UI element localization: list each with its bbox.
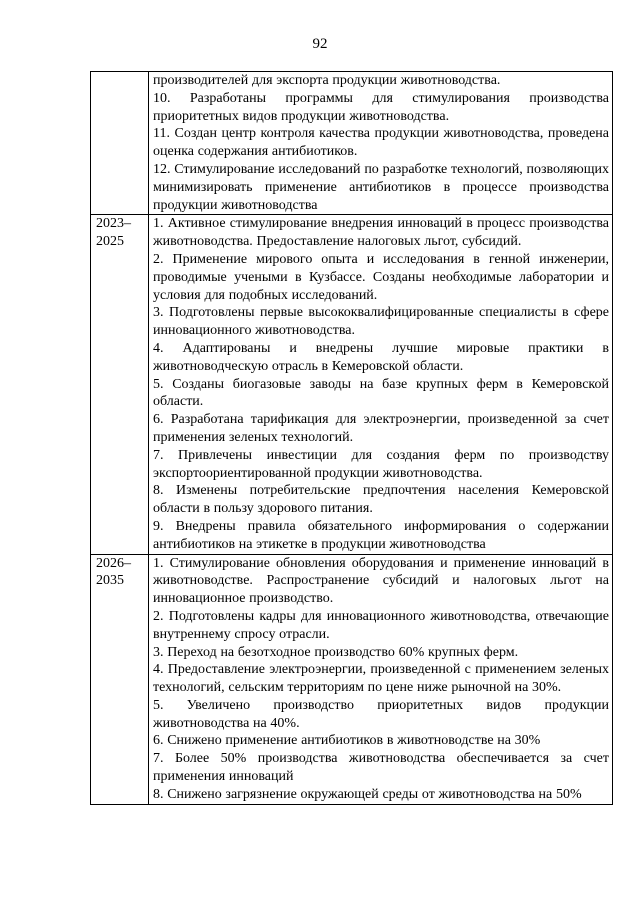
items-cell — [149, 72, 613, 215]
period-cell: 2023–2025 — [91, 215, 149, 554]
list-item: 2. Применение мирового опыта и исследования в генной инженерии, проводимые учеными в Кузбассе. Созданы необходимые лаборатории и условия для подобных исследований. — [153, 251, 609, 303]
list-item: 2. Подготовлены кадры для инновационного животноводства, отвечающие внутреннему спросу отрасли. — [153, 608, 609, 642]
list-item: 11. Создан центр контроля качества продукции животноводства, проведена оценка содержания антибиотиков. — [153, 126, 609, 160]
list-item: 3. Переход на безотходное производство 60% крупных ферм. — [153, 644, 519, 660]
items-cell — [149, 215, 613, 554]
table-row — [91, 554, 613, 804]
list-item: 10. Разработаны программы для стимулирования производства приоритетных видов продукции животноводства. — [153, 90, 609, 124]
list-item: 12. Стимулирование исследований по разработке технологий, позволяющих минимизировать применение антибиотиков в процессе производства продукции животноводства — [153, 161, 609, 213]
list-item: 6. Разработана тарификация для электроэнергии, произведенной за счет применения зеленых технологий. — [153, 412, 609, 445]
table-row — [91, 72, 613, 215]
list-item: 8. Снижено загрязнение окружающей среды от животноводства на 50% — [153, 786, 582, 802]
list-item: 1. Стимулирование обновления оборудования и применение инноваций в животноводстве. Распространение субсидий и налоговых льгот на инновационное производство. — [153, 555, 609, 607]
items-cell — [149, 554, 613, 804]
list-item: 5. Увеличено производство приоритетных видов продукции животноводства на 40%. — [153, 697, 609, 731]
list-item: 4. Адаптированы и внедрены лучшие мировые практики в животноводческую отрасль в Кемеровской области. — [153, 340, 609, 374]
list-item: 5. Созданы биогазовые заводы на базе крупных ферм в Кемеровской области. — [153, 376, 609, 410]
list-item: 7. Более 50% производства животноводства обеспечивается за счет применения инноваций — [153, 751, 609, 785]
list-item: 9. Внедрены правила обязательного информирования о содержании антибиотиков на этикетке в продукции животноводства — [153, 518, 609, 552]
period-cell — [91, 72, 149, 215]
list-item: 8. Изменены потребительские предпочтения населения Кемеровской области в пользу здорового питания. — [153, 483, 609, 517]
roadmap-table — [90, 71, 613, 805]
list-item: 4. Предоставление электроэнергии, произведенной с применением зеленых технологий, сельским территориям по цене ниже рыночной на 30%. — [153, 662, 609, 696]
page-number: 92 — [312, 36, 328, 52]
list-item: производителей для экспорта продукции животноводства. — [153, 73, 501, 88]
list-item: 7. Привлечены инвестиции для создания ферм по производству экспортоориентированной продукции животноводства. — [153, 447, 609, 481]
period-cell: 2026–2035 — [91, 554, 149, 804]
list-item: 3. Подготовлены первые высококвалифицированные специалисты в сфере инновационного животноводства. — [153, 305, 609, 339]
list-item: 1. Активное стимулирование внедрения инноваций в процесс производства животноводства. Предоставление налоговых льгот, субсидий. — [153, 216, 609, 250]
list-item: 6. Снижено применение антибиотиков в животноводстве на 30% — [153, 733, 541, 749]
table-row — [91, 215, 613, 554]
